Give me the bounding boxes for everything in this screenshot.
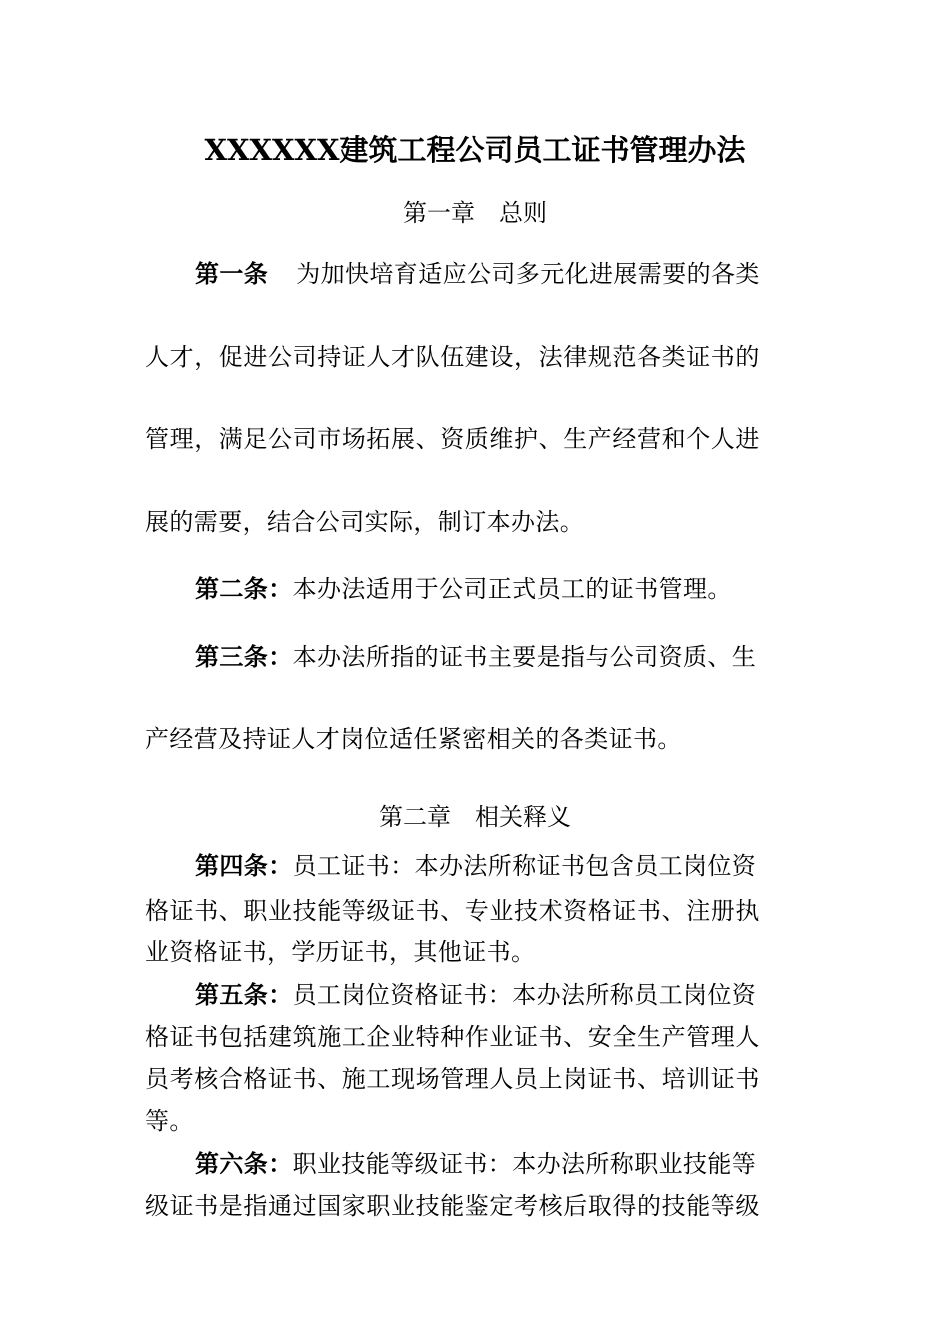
article-5-line-1: [195, 978, 807, 1012]
article-text: 本办法适用于公司正式员工的证书管理。: [292, 575, 732, 603]
chapter-number: 第二章: [379, 803, 451, 831]
article-text: 员工岗位资格证书：本办法所称员工岗位资: [292, 981, 757, 1009]
article-label: 第三条：: [195, 643, 293, 671]
article-3-line-1: [195, 640, 807, 674]
article-label: 第一条: [195, 260, 269, 288]
article-1-line-1: [195, 257, 807, 291]
article-5-line-3: 员考核合格证书、施工现场管理人员上岗证书、培训证书: [145, 1065, 760, 1093]
chapter-heading-2: [0, 800, 950, 834]
article-1-line-2: 人才，促进公司持证人才队伍建设，法律规范各类证书的: [145, 343, 760, 371]
article-4-line-1: [195, 849, 807, 883]
article-2-line-1: [195, 572, 807, 606]
chapter-heading-1: [0, 196, 950, 230]
article-label: 第二条：: [195, 575, 293, 603]
article-4-line-3: 业资格证书，学历证书，其他证书。: [145, 938, 536, 966]
article-3-line-2: 产经营及持证人才岗位适任紧密相关的各类证书。: [145, 725, 682, 753]
article-label: 第五条：: [195, 981, 293, 1009]
article-text: 职业技能等级证书：本办法所称职业技能等: [292, 1150, 757, 1178]
chapter-number: 第一章: [403, 199, 475, 227]
chapter-name: 总则: [499, 199, 547, 227]
article-5-line-4: 等。: [145, 1107, 194, 1135]
article-5-line-2: 格证书包括建筑施工企业特种作业证书、安全生产管理人: [145, 1023, 760, 1051]
article-text: 员工证书：本办法所称证书包含员工岗位资: [292, 852, 757, 880]
chapter-name: 相关释义: [475, 803, 571, 831]
article-1-line-4: 展的需要，结合公司实际，制订本办法。: [145, 508, 585, 536]
article-text: 为加快培育适应公司多元化进展需要的各类: [296, 260, 760, 288]
article-4-line-2: 格证书、职业技能等级证书、专业技术资格证书、注册执: [145, 897, 760, 925]
article-1-line-3: 管理，满足公司市场拓展、资质维护、生产经营和个人进: [145, 425, 760, 453]
article-label: 第六条：: [195, 1150, 293, 1178]
article-label: 第四条：: [195, 852, 293, 880]
document-title: XXXXXX建筑工程公司员工证书管理办法: [204, 133, 746, 167]
article-6-line-2: 级证书是指通过国家职业技能鉴定考核后取得的技能等级: [145, 1192, 760, 1220]
article-6-line-1: [195, 1147, 807, 1181]
article-text: 本办法所指的证书主要是指与公司资质、生: [292, 643, 757, 671]
